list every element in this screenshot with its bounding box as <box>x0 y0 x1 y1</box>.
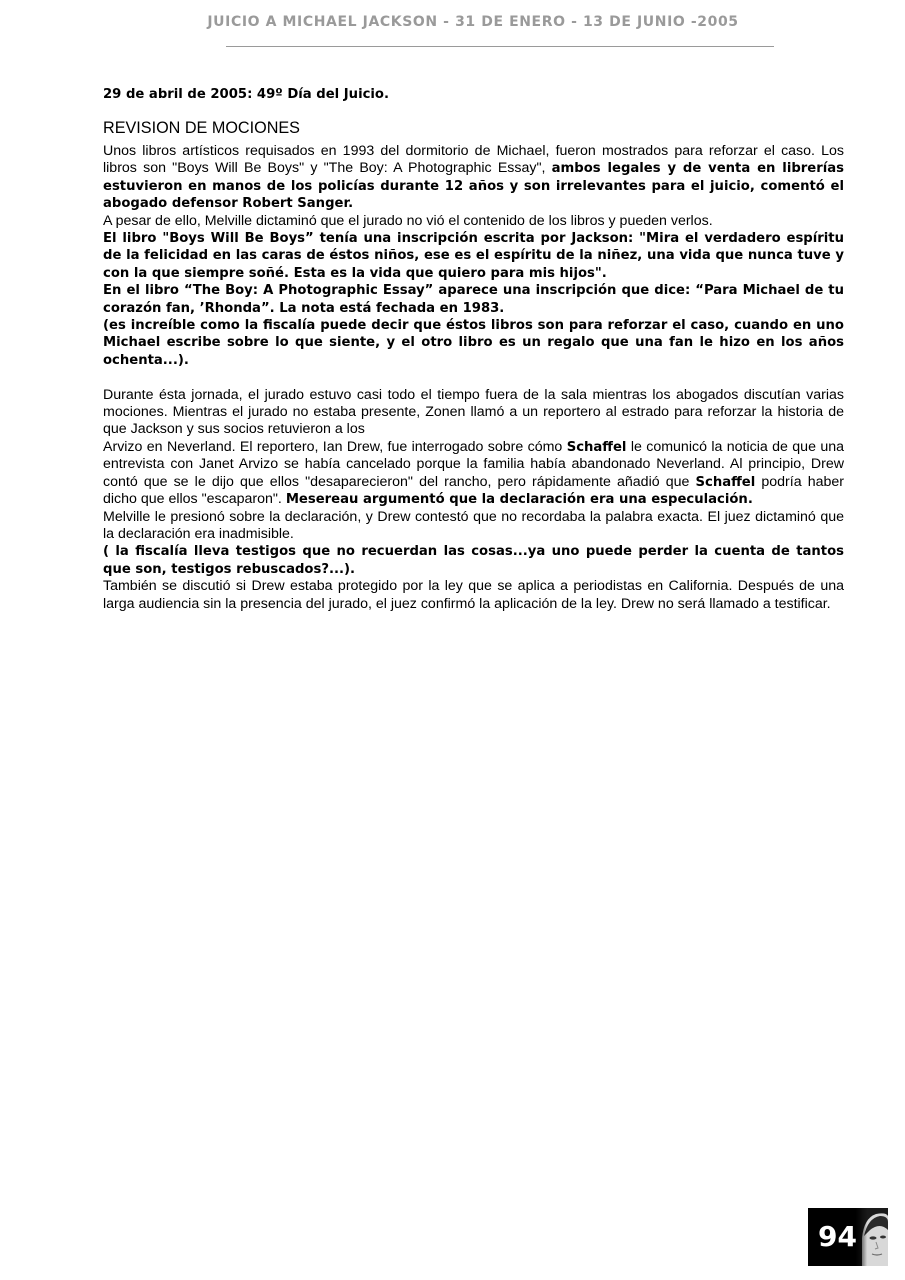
paragraph-inscription-essay: En el libro “The Boy: A Photographic Essay” aparece una inscripción que dice: “Para Michael de tu corazón fan, ’Rhonda”. La nota está fechada en 1983. <box>103 283 844 316</box>
paragraph-books-bold: ambos legales y de venta en librerías estuvieron en manos de los policías durante 12 años y son irrelevantes para el juicio, comentó el abogado defensor Robert Sanger. <box>103 161 844 212</box>
paragraph-reporter-name-2: Schaffel <box>695 474 756 490</box>
article-body <box>103 86 844 613</box>
paragraph-ruling: A pesar de ello, Melville dictaminó que el jurado no vió el contenido de los libros y pueden verlos. <box>103 212 713 229</box>
paragraph-motions: Durante ésta jornada, el jurado estuvo casi todo el tiempo fuera de la sala mientras los abogados discutían varias mociones. Mientras el jurado no estaba presente, Zonen llamó a un reportero al estrado para reforzar la historia de que Jackson y sus socios retuvieron a los <box>103 386 844 438</box>
paragraph-reporter-text-1: Arvizo en Neverland. El reportero, Ian Drew, fue interrogado sobre cómo <box>103 438 567 455</box>
paragraph-reporter-text-2: le comunicó la noticia de que una entrevista con Janet Arvizo se había cancelado porque la familia había abandonado Neverland. Al principio, Drew contó que se le dijo que ellos "desaparecieron" del rancho, pero rápidamente añadió que <box>103 438 844 490</box>
paragraph-books <box>103 143 844 213</box>
paragraph-shield-law: También se discutió si Drew estaba protegido por la ley que se aplica a periodistas en California. Después de una larga audiencia sin la presencia del jurado, el juez confirmó la aplicación de la ley. Drew no será llamado a testificar. <box>103 578 844 612</box>
paragraph-spacer <box>103 369 844 386</box>
paragraph-reporter-text-3: podría haber dicho que ellos "escaparon". <box>103 473 844 508</box>
section-title: REVISION DE MOCIONES <box>103 119 300 137</box>
paragraph-comment-books: (es increíble como la fiscalía puede decir que éstos libros son para reforzar el caso, cuando en uno Michael escribe sobre lo que siente, y el otro libro es un regalo que una fan le hizo en los años ochenta...). <box>103 318 844 368</box>
page-number: 94 <box>818 1220 857 1253</box>
paragraph-inscription-boys: El libro "Boys Will Be Boys” tenía una inscripción escrita por Jackson: "Mira el verdadero espíritu de la felicidad en las caras de éstos niños, ese es el espíritu de la niñez, una vida que nunca tuve y con la que siempre soñé. Esta es la vida que quiero para mis hijos". <box>103 231 844 281</box>
paragraph-reporter-name-1: Schaffel <box>566 439 627 455</box>
paragraph-books-text: Unos libros artísticos requisados en 1993 del dormitorio de Michael, fueron mostrados para reforzar el caso. Los libros son "Boys Will Be Boys" y "The Boy: A Photographic Essay", <box>103 143 844 177</box>
portrait-photo-icon <box>856 1208 888 1266</box>
paragraph-inadmissible: Melville le presionó sobre la declaración, y Drew contestó que no recordaba la palabra exacta. El juez dictaminó que la declaración era inadmisible. <box>103 508 844 542</box>
paragraph-reporter <box>103 439 844 509</box>
article-date: 29 de abril de 2005: 49º Día del Juicio. <box>103 87 389 102</box>
header-divider <box>226 46 774 47</box>
paragraph-comment-witnesses: ( la fiscalía lleva testigos que no recuerdan las cosas...ya uno puede perder la cuenta de tantos que son, testigos rebuscados?...). <box>103 544 844 577</box>
running-header: JUICIO A MICHAEL JACKSON - 31 DE ENERO - 13 DE JUNIO -2005 <box>207 14 739 30</box>
paragraph-reporter-bold: Mesereau argumentó que la declaración era una especulación. <box>285 492 753 508</box>
page-number-badge <box>808 1208 888 1266</box>
